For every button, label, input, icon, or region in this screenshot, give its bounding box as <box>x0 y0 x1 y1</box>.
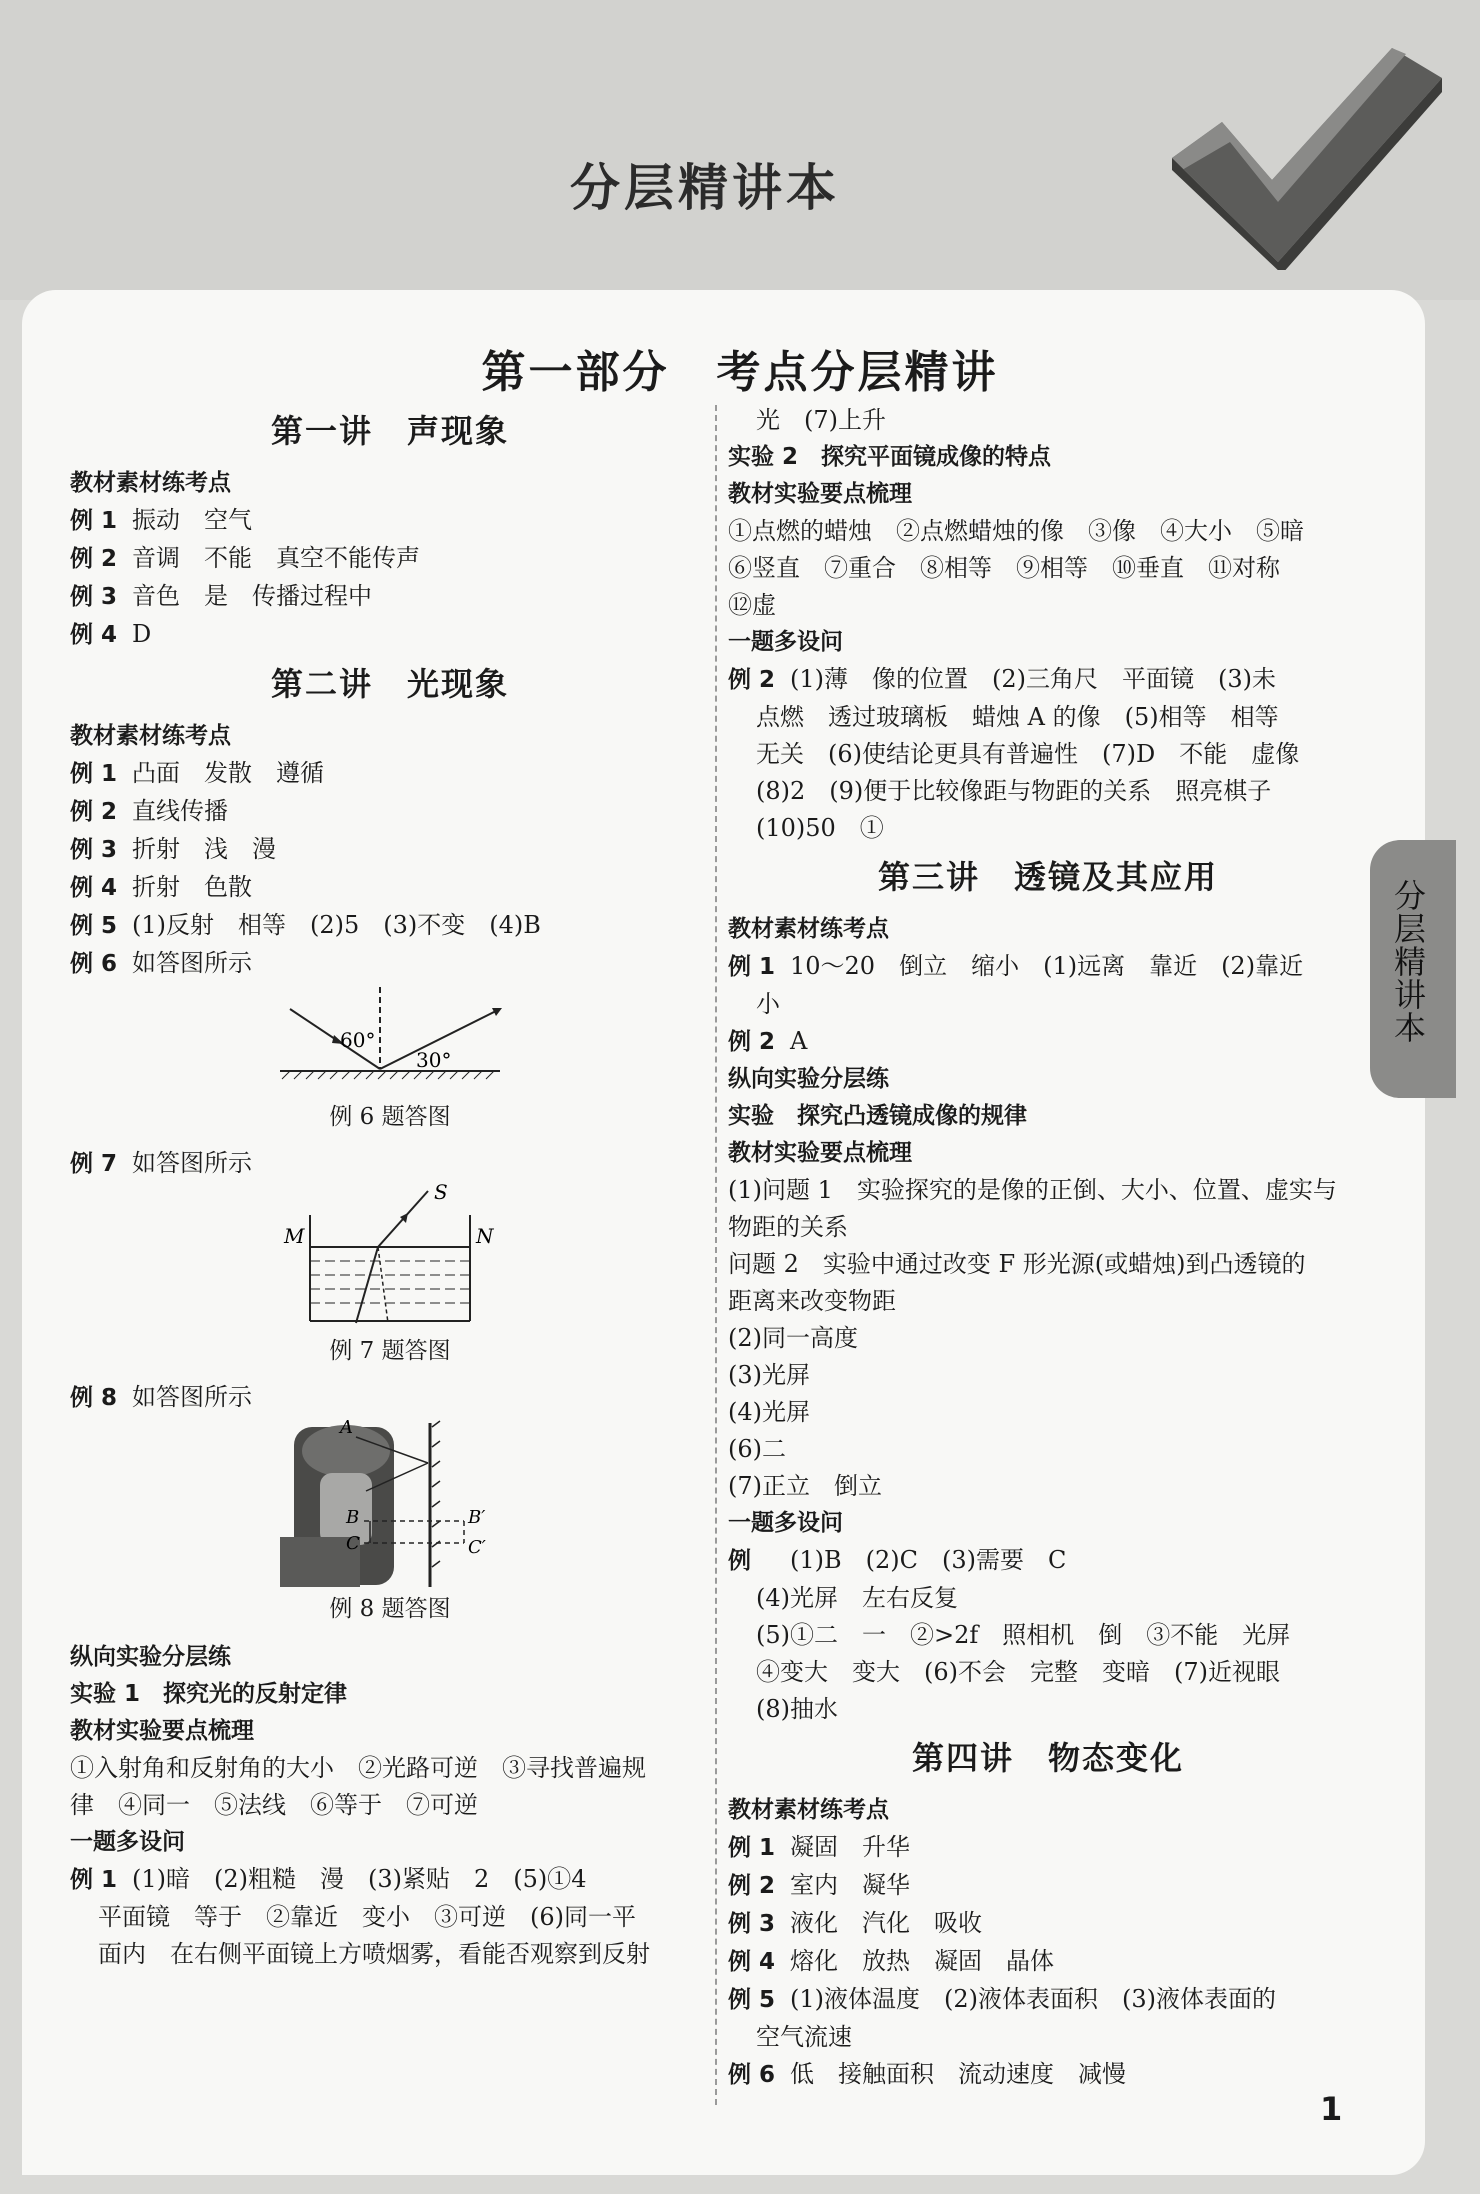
lecture-3-title: 第三讲 透镜及其应用 <box>877 858 1218 896</box>
experiment-title: 实验 1 探究光的反射定律 <box>70 1681 348 1707</box>
text-line: (1)问题 1 实验探究的是像的正倒、大小、位置、虚实与 <box>728 1176 1337 1204</box>
text-line: (6)二 <box>728 1435 786 1463</box>
text-line: 小 <box>756 990 780 1018</box>
section-heading: 教材素材练考点 <box>70 470 231 496</box>
example-row: 例 1 10～20 倒立 缩小 (1)远离 靠近 (2)靠近 <box>728 952 1304 980</box>
checkmark-icon <box>1160 30 1450 270</box>
mirror-diagram <box>260 1417 520 1591</box>
figure-caption: 例 6 题答图 <box>329 1104 451 1130</box>
text-line: 物距的关系 <box>728 1213 848 1241</box>
text-line: (3)光屏 <box>728 1361 810 1389</box>
example-row: 例 3 折射 浅 漫 <box>70 835 276 863</box>
text-line: 平面镜 等于 ②靠近 变小 ③可逆 (6)同一平 <box>98 1903 636 1931</box>
figure-example-7 <box>70 1183 710 1333</box>
text-line: (10)50 ① <box>756 814 884 842</box>
svg-text:N: N <box>476 1224 494 1248</box>
section-heading: 教材素材练考点 <box>70 723 231 749</box>
svg-text:M: M <box>284 1224 305 1248</box>
svg-text:S: S <box>434 1183 448 1204</box>
svg-text:C: C <box>346 1533 360 1554</box>
example-row: 例 6 低 接触面积 流动速度 减慢 <box>728 2060 1126 2088</box>
section-heading: 纵向实验分层练 <box>70 1644 231 1670</box>
svg-text:B: B <box>346 1507 360 1528</box>
text-line: (7)正立 倒立 <box>728 1472 882 1500</box>
text-line: (2)同一高度 <box>728 1324 858 1352</box>
example-row: 例 5 (1)反射 相等 (2)5 (3)不变 (4)B <box>70 911 541 939</box>
figure-example-6 <box>70 983 710 1099</box>
svg-text:A: A <box>340 1417 353 1438</box>
example-row: 例 4 折射 色散 <box>70 873 252 901</box>
figure-caption: 例 7 题答图 <box>329 1338 451 1364</box>
example-row: 例 3 液化 汽化 吸收 <box>728 1909 982 1937</box>
text-line: 问题 2 实验中通过改变 F 形光源(或蜡烛)到凸透镜的 <box>728 1250 1306 1278</box>
text-line: (4)光屏 左右反复 <box>756 1584 958 1612</box>
refraction-diagram <box>260 1183 520 1333</box>
right-column <box>728 402 1368 2094</box>
example-row: 例 2 室内 凝华 <box>728 1871 910 1899</box>
text-line: (5)①二 一 ②>2f 照相机 倒 ③不能 光屏 <box>756 1621 1291 1649</box>
text-line: 面内 在右侧平面镜上方喷烟雾，看能否观察到反射 <box>98 1940 650 1968</box>
text-line: 空气流速 <box>756 2023 852 2051</box>
experiment-title: 实验 2 探究平面镜成像的特点 <box>728 444 1052 470</box>
text-line: 点燃 透过玻璃板 蜡烛 A 的像 (5)相等 相等 <box>756 703 1279 731</box>
example-row: 例 1 (1)暗 (2)粗糙 漫 (3)紧贴 2 (5)①4 <box>70 1865 587 1893</box>
section-heading: 教材实验要点梳理 <box>728 1140 912 1166</box>
text-line: ①点燃的蜡烛 ②点燃蜡烛的像 ③像 ④大小 ⑤暗 <box>728 517 1304 545</box>
section-heading: 一题多设问 <box>728 1510 843 1536</box>
lecture-4-title: 第四讲 物态变化 <box>911 1739 1184 1777</box>
text-line: (8)2 (9)便于比较像距与物距的关系 照亮棋子 <box>756 777 1272 805</box>
section-heading: 教材素材练考点 <box>728 1797 889 1823</box>
svg-text:60°: 60° <box>340 1028 376 1052</box>
example-row: 例 3 音色 是 传播过程中 <box>70 582 372 610</box>
example-row: 例 (1)B (2)C (3)需要 C <box>728 1546 1067 1574</box>
text-line: 距离来改变物距 <box>728 1287 896 1315</box>
example-row: 例 7 如答图所示 <box>70 1149 252 1177</box>
text-line: 无关 (6)使结论更具有普遍性 (7)D 不能 虚像 <box>756 740 1300 768</box>
example-row: 例 2 直线传播 <box>70 797 228 825</box>
section-heading: 教材素材练考点 <box>728 916 889 942</box>
example-row: 例 5 (1)液体温度 (2)液体表面积 (3)液体表面的 <box>728 1985 1276 2013</box>
example-row: 例 2 (1)薄 像的位置 (2)三角尺 平面镜 (3)未 <box>728 665 1276 693</box>
section-heading: 一题多设问 <box>70 1829 185 1855</box>
lecture-2-title: 第二讲 光现象 <box>270 665 509 703</box>
example-row: 例 4 D <box>70 620 152 648</box>
text-line: ⑫虚 <box>728 591 776 619</box>
left-column <box>70 405 710 1973</box>
example-row: 例 4 熔化 放热 凝固 晶体 <box>728 1947 1054 1975</box>
column-divider <box>715 405 717 2105</box>
text-line: 律 ④同一 ⑤法线 ⑥等于 ⑦可逆 <box>70 1791 478 1819</box>
example-row: 例 1 凸面 发散 遵循 <box>70 759 324 787</box>
part-title: 第一部分 考点分层精讲 <box>481 347 999 398</box>
lecture-1-title: 第一讲 声现象 <box>270 412 509 450</box>
text-line: ④变大 变大 (6)不会 完整 变暗 (7)近视眼 <box>756 1658 1280 1686</box>
text-line: (4)光屏 <box>728 1398 810 1426</box>
reflection-diagram <box>260 983 520 1099</box>
page-number: 1 <box>1320 2090 1343 2128</box>
text-line: ①入射角和反射角的大小 ②光路可逆 ③寻找普遍规 <box>70 1754 646 1782</box>
svg-text:B′: B′ <box>468 1507 486 1528</box>
example-row: 例 6 如答图所示 <box>70 949 252 977</box>
figure-example-8 <box>70 1417 710 1591</box>
svg-text:30°: 30° <box>416 1048 452 1072</box>
section-heading: 纵向实验分层练 <box>728 1066 889 1092</box>
example-row: 例 2 A <box>728 1027 808 1055</box>
example-row: 例 1 凝固 升华 <box>728 1833 910 1861</box>
section-heading: 一题多设问 <box>728 629 843 655</box>
example-row: 例 8 如答图所示 <box>70 1383 252 1411</box>
svg-text:C′: C′ <box>468 1537 486 1558</box>
text-line: 光 (7)上升 <box>756 406 886 434</box>
text-line: (8)抽水 <box>756 1695 838 1723</box>
section-tab-label: 分 层 精 讲 本 <box>1393 877 1426 1047</box>
book-title: 分层精讲本 <box>570 159 840 217</box>
experiment-title: 实验 探究凸透镜成像的规律 <box>728 1103 1027 1129</box>
example-row: 例 2 音调 不能 真空不能传声 <box>70 544 420 572</box>
section-heading: 教材实验要点梳理 <box>728 481 912 507</box>
figure-caption: 例 8 题答图 <box>329 1596 451 1622</box>
section-heading: 教材实验要点梳理 <box>70 1718 254 1744</box>
text-line: ⑥竖直 ⑦重合 ⑧相等 ⑨相等 ⑩垂直 ⑪对称 <box>728 554 1280 582</box>
example-row: 例 1 振动 空气 <box>70 506 252 534</box>
